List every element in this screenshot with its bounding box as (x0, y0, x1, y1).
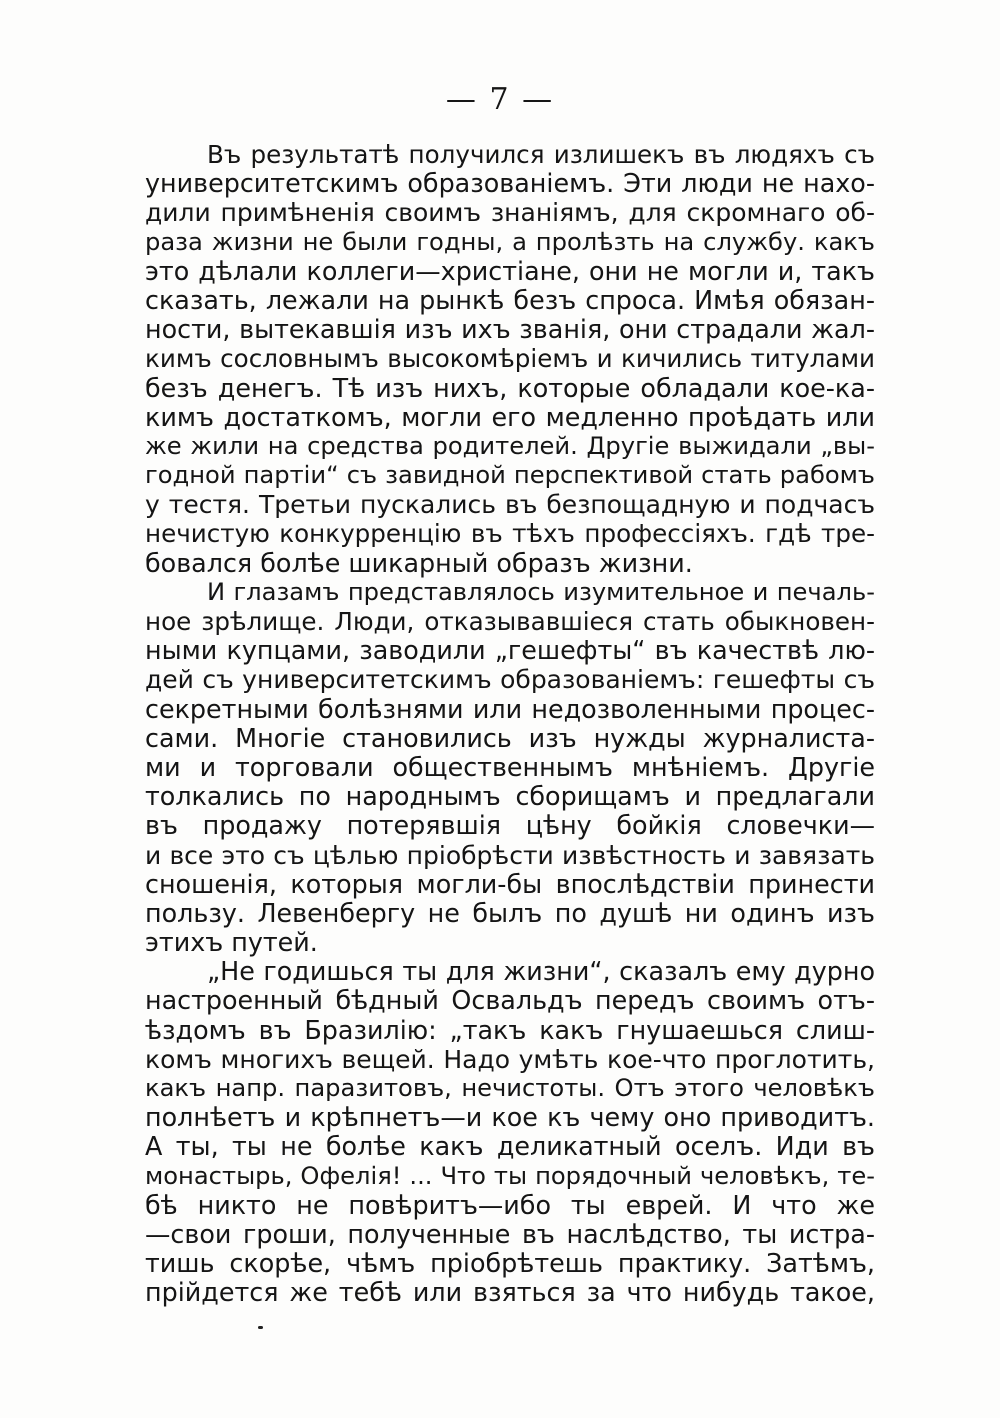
text-line: дили примѣненія своимъ знаніямъ, для скромнаго об- (145, 198, 875, 228)
text-line: у тестя. Третьи пускались въ безпощадную и подчасъ (145, 490, 875, 520)
text-line: тишь скорѣе, чѣмъ пріобрѣтешь практику. Затѣмъ, (145, 1248, 875, 1279)
text-line: „Не годишься ты для жизни“, сказалъ ему дурно (207, 956, 875, 987)
ink-speck (258, 1326, 263, 1329)
text-line: университетскимъ образованіемъ. Эти люди не нахо- (145, 168, 875, 199)
text-line: раза жизни не были годны, а пролѣзть на службу. какъ (145, 227, 875, 256)
text-line: полнѣетъ и крѣпнетъ—и кое къ чему оно приводитъ. (145, 1102, 875, 1133)
text-line: годной партіи“ съ завидной перспективой стать рабомъ (145, 461, 875, 490)
text-line: ми и торговали общественнымъ мнѣніемъ. Другіе (145, 751, 875, 782)
text-line: ное зрѣлище. Люди, отказывавшіеся стать обыкновен- (145, 607, 875, 636)
text-line: кимъ достаткомъ, могли его медленно проѣдать или (145, 401, 875, 432)
text-line: бѣ никто не повѣритъ—ибо ты еврей. И что же (145, 1189, 875, 1220)
text-line: ными купцами, заводили „гешефты“ въ качествѣ лю- (145, 635, 875, 666)
text-line: прійдется же тебѣ или взяться за что нибудь такое, (145, 1277, 875, 1308)
text-line: сношенія, которыя могли-бы впослѣдствіи принести (145, 868, 875, 899)
text-line: сказать, лежали на рынкѣ безъ спроса. Имѣя обязан- (145, 284, 875, 315)
text-line: это дѣлали коллеги—христіане, они не могли и, такъ (145, 255, 875, 286)
text-line: этихъ путей. (145, 927, 318, 958)
text-line: и все это съ цѣлью пріобрѣсти извѣстность и завязать (145, 840, 875, 870)
text-line: ности, вытекавшія изъ ихъ званія, они страдали жал- (145, 314, 875, 345)
text-line: бовался болѣе шикарный образъ жизни. (145, 547, 693, 578)
text-line: какъ напр. паразитовъ, нечистоты. Отъ этого человѣкъ (145, 1074, 875, 1102)
text-line: въ продажу потерявшія цѣну бойкія словечки— (145, 810, 875, 841)
text-line: кимъ сословнымъ высокомѣріемъ и кичились титулами (145, 344, 875, 374)
text-line: толкались по народнымъ сборищамъ и предлагали (145, 781, 875, 812)
text-line: монастырь, Офелія! ... Что ты порядочный человѣкъ, те- (145, 1161, 875, 1190)
text-line: дей съ университетскимъ образованіемъ: гешефты съ (145, 665, 875, 695)
page-number: — 7 — (445, 82, 555, 117)
text-line: —свои гроши, полученные въ наслѣдство, ты истра- (145, 1218, 875, 1249)
text-line: Въ результатѣ получился излишекъ въ людяхъ съ (207, 140, 875, 169)
paragraph (145, 957, 875, 1307)
text-line: же жили на средства родителей. Другіе выжидали „вы- (145, 431, 875, 460)
text-line: А ты, ты не болѣе какъ деликатный оселъ. Иди въ (145, 1131, 875, 1162)
text-line: ѣздомъ въ Бразилію: „такъ какъ гнушаешься слиш- (145, 1014, 875, 1045)
text-line: секретными болѣзнями или недозволенными процес- (145, 693, 875, 724)
text-line: настроенный бѣдный Освальдъ передъ своимъ отъ- (145, 985, 875, 1016)
text-line: пользу. Левенбергу не былъ по душѣ ни одинъ изъ (145, 897, 875, 928)
text-line: безъ денегъ. Тѣ изъ нихъ, которые обладали кое-ка- (145, 372, 875, 403)
text-line: сами. Многіе становились изъ нужды журналиста- (145, 722, 875, 753)
text-line: нечистую конкурренцію въ тѣхъ профессіяхъ. гдѣ тре- (145, 519, 875, 549)
text-line: И глазамъ представлялось изумительное и печаль- (207, 577, 875, 606)
body-text (145, 140, 875, 1308)
text-line: комъ многихъ вещей. Надо умѣть кое-что проглотить, (145, 1044, 875, 1074)
paragraph (145, 140, 875, 578)
paragraph (145, 578, 875, 957)
